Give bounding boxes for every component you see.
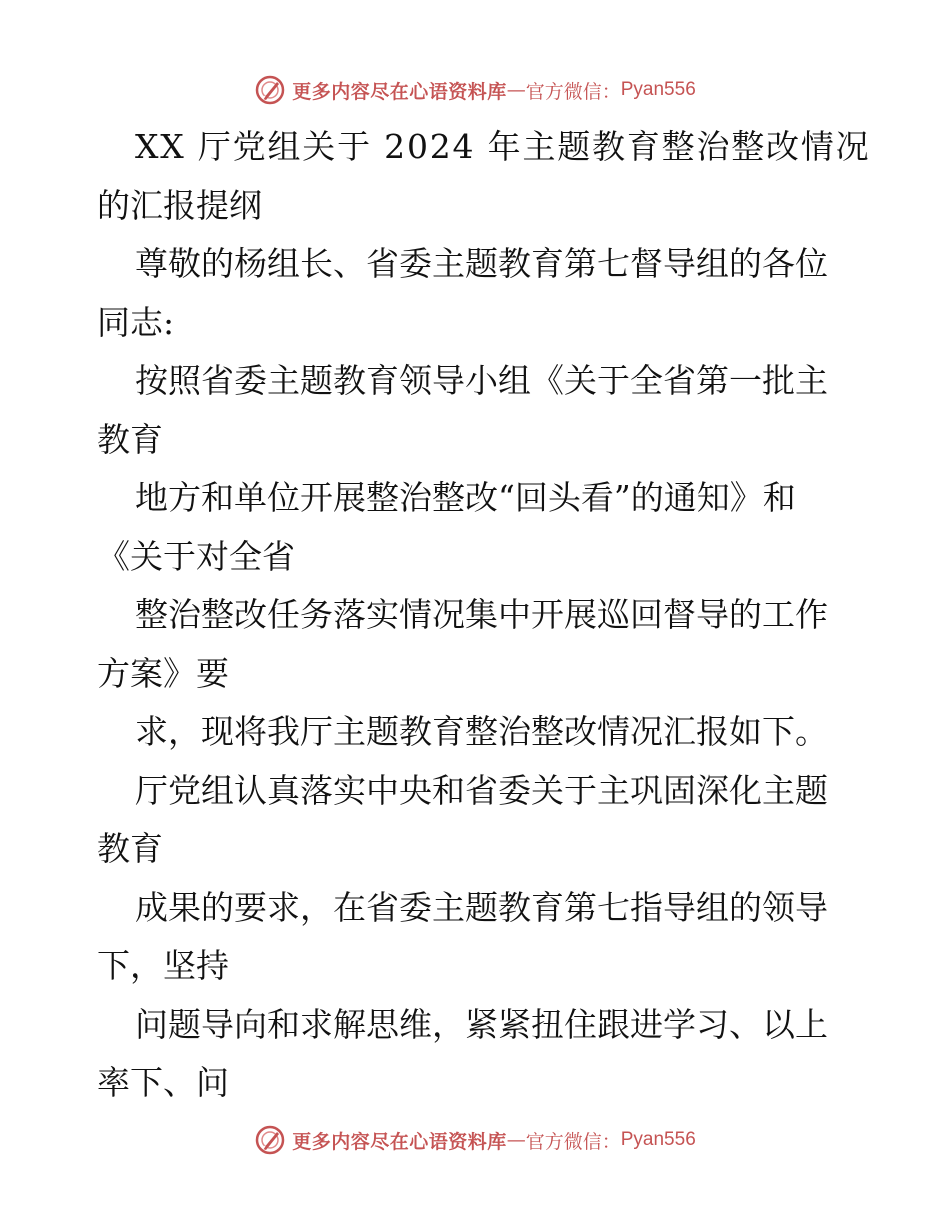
body-line: 地方和单位开展整治整改“回头看”的通知》和 (135, 478, 796, 517)
body-line: 教育 (97, 829, 163, 868)
banner-dash: — (506, 79, 526, 101)
salutation-line-2: 同志: (97, 302, 175, 342)
body-line: 整治整改任务落实情况集中开展巡回督导的工作 (135, 595, 828, 634)
banner-slogan: 更多内容尽在心语资料库 (292, 1130, 507, 1153)
body-line: 求，现将我厅主题教育整治整改情况汇报如下。 (135, 712, 828, 751)
quill-logo-icon (254, 74, 286, 106)
body-line: 率下、问 (97, 1063, 229, 1102)
body-line: 问题导向和求解思维，紧紧扭住跟进学习、以上 (135, 1004, 828, 1044)
title-line-2: 的汇报提纲 (97, 185, 262, 225)
body-line: 下，坚持 (97, 946, 229, 985)
footer-banner (0, 1120, 950, 1160)
banner-wechat-id: Pyan556 (620, 79, 696, 100)
body-line: 成果的要求，在省委主题教育第七指导组的领导 (135, 887, 828, 927)
banner-wechat-label: 官方微信： (525, 1130, 621, 1153)
document-body (97, 118, 871, 1113)
body-line: 按照省委主题教育领导小组《关于全省第一批主 (135, 361, 828, 400)
body-line: 方案》要 (97, 653, 229, 693)
banner-slogan: 更多内容尽在心语资料库 (292, 80, 507, 103)
header-banner (0, 70, 950, 110)
quill-logo-icon (254, 1124, 286, 1156)
banner-wechat-label: 官方微信： (525, 80, 621, 103)
banner-wechat-id: Pyan556 (620, 1129, 696, 1150)
body-line: 厅党组认真落实中央和省委关于主巩固深化主题 (135, 770, 828, 810)
salutation-line-1: 尊敬的杨组长、省委主题教育第七督导组的各位 (135, 244, 828, 283)
body-line: 教育 (97, 419, 163, 459)
title-line-1: XX 厅党组关于 2024 年主题教育整治整改情况 (135, 127, 871, 166)
body-line: 《关于对全省 (97, 536, 295, 576)
banner-dash: — (506, 1129, 526, 1151)
